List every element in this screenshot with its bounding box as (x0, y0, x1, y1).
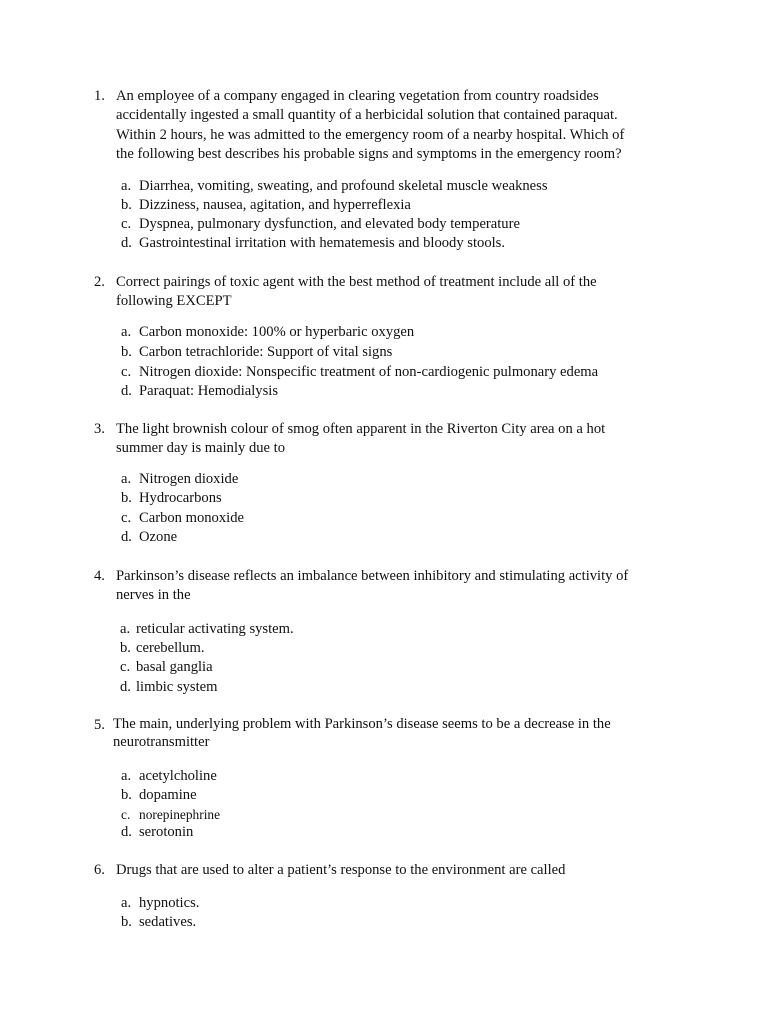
option-text: Dyspnea, pulmonary dysfunction, and elevated body temperature (139, 216, 520, 232)
option-letter: b. (120, 640, 131, 656)
option-letter: c. (121, 364, 132, 380)
option-text: serotonin (139, 824, 194, 840)
question-number: 3. (94, 421, 105, 437)
option-text: sedatives. (139, 914, 197, 930)
option-text: norepinephrine (139, 807, 221, 822)
option-text: Gastrointestinal irritation with hematemesis and bloody stools. (139, 235, 506, 251)
option-text: Nitrogen dioxide: Nonspecific treatment of non-cardiogenic pulmonary edema (139, 364, 599, 380)
option-text: basal ganglia (136, 659, 213, 675)
option-letter: c. (121, 216, 132, 232)
question-text: The light brownish colour of smog often apparent in the Riverton City area on a hot summer day is mainly due to (116, 421, 606, 457)
option-letter: a. (121, 768, 132, 784)
option-text: Dizziness, nausea, agitation, and hyperreflexia (139, 197, 411, 213)
question-text: The main, underlying problem with Parkinson’s disease seems to be a decrease in the neurotransmitter (113, 716, 611, 750)
option-text: Carbon monoxide: 100% or hyperbaric oxygen (139, 324, 415, 340)
question-number: 6. (94, 862, 105, 878)
option-letter: d. (121, 383, 132, 399)
option-letter: c. (121, 510, 132, 526)
question-number: 1. (94, 88, 105, 104)
option-text: acetylcholine (139, 768, 217, 784)
question-number: 2. (94, 274, 105, 290)
option-letter: b. (121, 914, 132, 930)
option-letter: d. (121, 235, 132, 251)
option-text: limbic system (136, 679, 218, 695)
option-text: cerebellum. (136, 640, 205, 656)
option-text: reticular activating system. (136, 621, 294, 637)
option-letter: b. (121, 787, 132, 803)
question-text: Correct pairings of toxic agent with the best method of treatment include all of the following EXCEPT (116, 274, 597, 310)
option-text: dopamine (139, 787, 197, 803)
option-letter: d. (120, 679, 131, 695)
question-text: Drugs that are used to alter a patient’s response to the environment are called (116, 862, 566, 878)
question-number: 4. (94, 568, 105, 584)
option-letter: d. (121, 529, 132, 545)
option-letter: b. (121, 197, 132, 213)
option-letter: b. (121, 344, 132, 360)
option-letter: c. (121, 807, 131, 822)
option-letter: a. (121, 324, 132, 340)
question-number: 5. (94, 717, 105, 733)
option-text: Diarrhea, vomiting, sweating, and profound skeletal muscle weakness (139, 178, 548, 194)
option-letter: c. (120, 659, 131, 675)
option-letter: a. (121, 178, 132, 194)
option-letter: b. (121, 490, 132, 506)
question-text: An employee of a company engaged in clearing vegetation from country roadsides accidentally ingested a small quantity of a herbicidal solution that contained paraquat. Within 2 hours, he was admitted to the emergency room of a nearby hospital. Which of the following best describes his probable signs and symptoms in the emergency room? (116, 88, 625, 162)
option-letter: a. (121, 471, 132, 487)
option-text: Carbon tetrachloride: Support of vital signs (139, 344, 393, 360)
option-letter: d. (121, 824, 132, 840)
option-text: Nitrogen dioxide (139, 471, 239, 487)
option-text: Paraquat: Hemodialysis (139, 383, 279, 399)
option-letter: a. (121, 895, 132, 911)
option-text: Hydrocarbons (139, 490, 222, 506)
question-text: Parkinson’s disease reflects an imbalance between inhibitory and stimulating activity of nerves in the (116, 568, 629, 604)
option-text: Carbon monoxide (139, 510, 244, 526)
option-text: Ozone (139, 529, 178, 545)
option-text: hypnotics. (139, 895, 200, 911)
option-letter: a. (120, 621, 131, 637)
